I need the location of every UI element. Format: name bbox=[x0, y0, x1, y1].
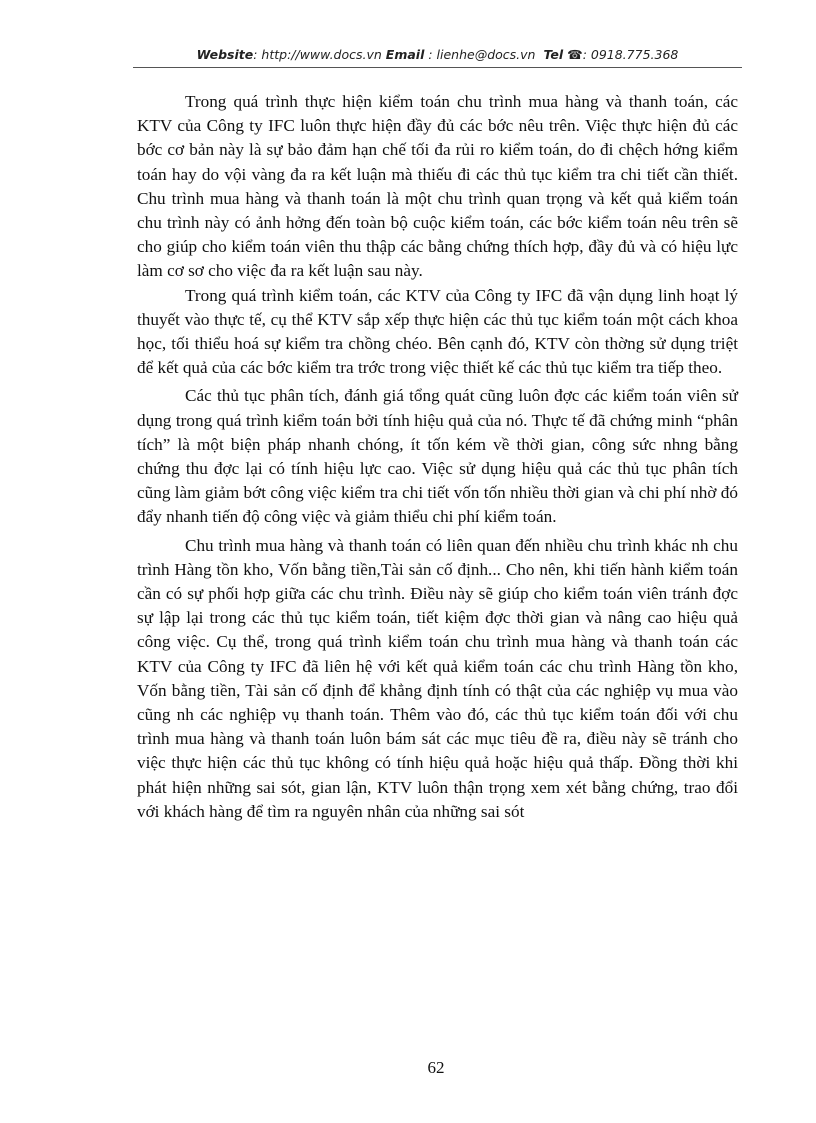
page-number: 62 bbox=[427, 1058, 445, 1077]
tel-label: Tel bbox=[543, 47, 564, 62]
paragraph-4: Chu trình mua hàng và thanh toán có liên quan đến nhiều chu trình khác nh chu trình Hàng tồn kho, Vốn bằng tiền,Tài sản cố định... Cho nên, khi tiến hành kiểm toán cần có sự phối hợp giữa các chu trình. Điều này sẽ giúp cho kiểm toán viên tránh đợc sự lập lại trong các thủ tục kiểm toán, tiết kiệm đợc thời gian và nâng cao hiệu quả công việc. Cụ thể, trong quá trình kiểm toán chu trình mua hàng và thanh toán các KTV của Công ty IFC đã liên hệ với kết quả kiểm toán các chu trình Hàng tồn kho, Vốn bằng tiền, Tài sản cố định để khẳng định tính có thật của các nghiệp vụ mua vào cũng nh các nghiệp vụ thanh toán. Thêm vào đó, các thủ tục kiểm toán đối với chu trình mua hàng và thanh toán luôn bám sát các mục tiêu đề ra, điều này sẽ tránh cho việc thực hiện các thủ tục không có tính hiệu quả hoặc hiệu quả thấp. Đồng thời khi phát hiện những sai sót, gian lận, KTV luôn thận trọng xem xét bằng chứng, trao đổi với khách hàng để tìm ra nguyên nhân của những sai sót bbox=[137, 535, 738, 821]
document-body bbox=[137, 90, 738, 824]
email-value: : lienhe@docs.vn bbox=[428, 47, 536, 62]
paragraph-2: Trong quá trình kiểm toán, các KTV của Công ty IFC đã vận dụng linh hoạt lý thuyết vào thực tế, cụ thể KTV sắp xếp thực hiện các thủ tục kiểm toán một cách khoa học, tối thiểu hoá sự kiểm tra chồng chéo. Bên cạnh đó, KTV còn thờng sử dụng triệt để kết quả của các bớc kiểm tra trớc trong việc thiết kế các thủ tục kiểm tra tiếp theo. bbox=[137, 285, 738, 378]
telephone-icon: ☎ bbox=[567, 47, 583, 62]
paragraph-3: Các thủ tục phân tích, đánh giá tổng quát cũng luôn đợc các kiểm toán viên sử dụng trong quá trình kiểm toán bởi tính hiệu quả của nó. Thực tế đã chứng minh “phân tích” là một biện pháp nhanh chóng, ít tốn kém về thời gian, công sức nhng bằng chứng thu đợc lại có tính hiệu lực cao. Việc sử dụng hiệu quả các thủ tục phân tích cũng làm giảm bớt công việc kiểm tra chi tiết vốn tốn nhiều thời gian và chi phí nhờ đó đẩy nhanh tiến độ công việc và giảm thiểu chi phí kiểm toán. bbox=[137, 386, 738, 527]
header-divider bbox=[133, 67, 742, 68]
website-value: : http://www.docs.vn bbox=[253, 47, 382, 62]
email-label: Email bbox=[385, 47, 425, 62]
website-label: Website bbox=[196, 47, 254, 62]
page-header bbox=[135, 47, 740, 62]
paragraph-1: Trong quá trình thực hiện kiểm toán chu trình mua hàng và thanh toán, các KTV của Công ty IFC luôn thực hiện đầy đủ các bớc nêu trên. Việc thực hiện đủ các bớc cơ bản này là sự bảo đảm hạn chế tối đa rủi ro kiểm toán, do đi chệch hớng kiểm toán hay do vội vàng đa ra kết luận mà thiếu đi các thủ tục kiểm tra chi tiết cần thiết. Chu trình mua hàng và thanh toán là một chu trình quan trọng và kết quả kiểm toán chu trình này có ảnh hởng đến toàn bộ cuộc kiểm toán, các bớc kiểm toán nêu trên sẽ cho giúp cho kiểm toán viên thu thập các bằng chứng thích hợp, đầy đủ và có hiệu lực làm cơ sơ cho việc đa ra kết luận sau này. bbox=[137, 92, 738, 281]
tel-value: : 0918.775.368 bbox=[582, 47, 679, 62]
